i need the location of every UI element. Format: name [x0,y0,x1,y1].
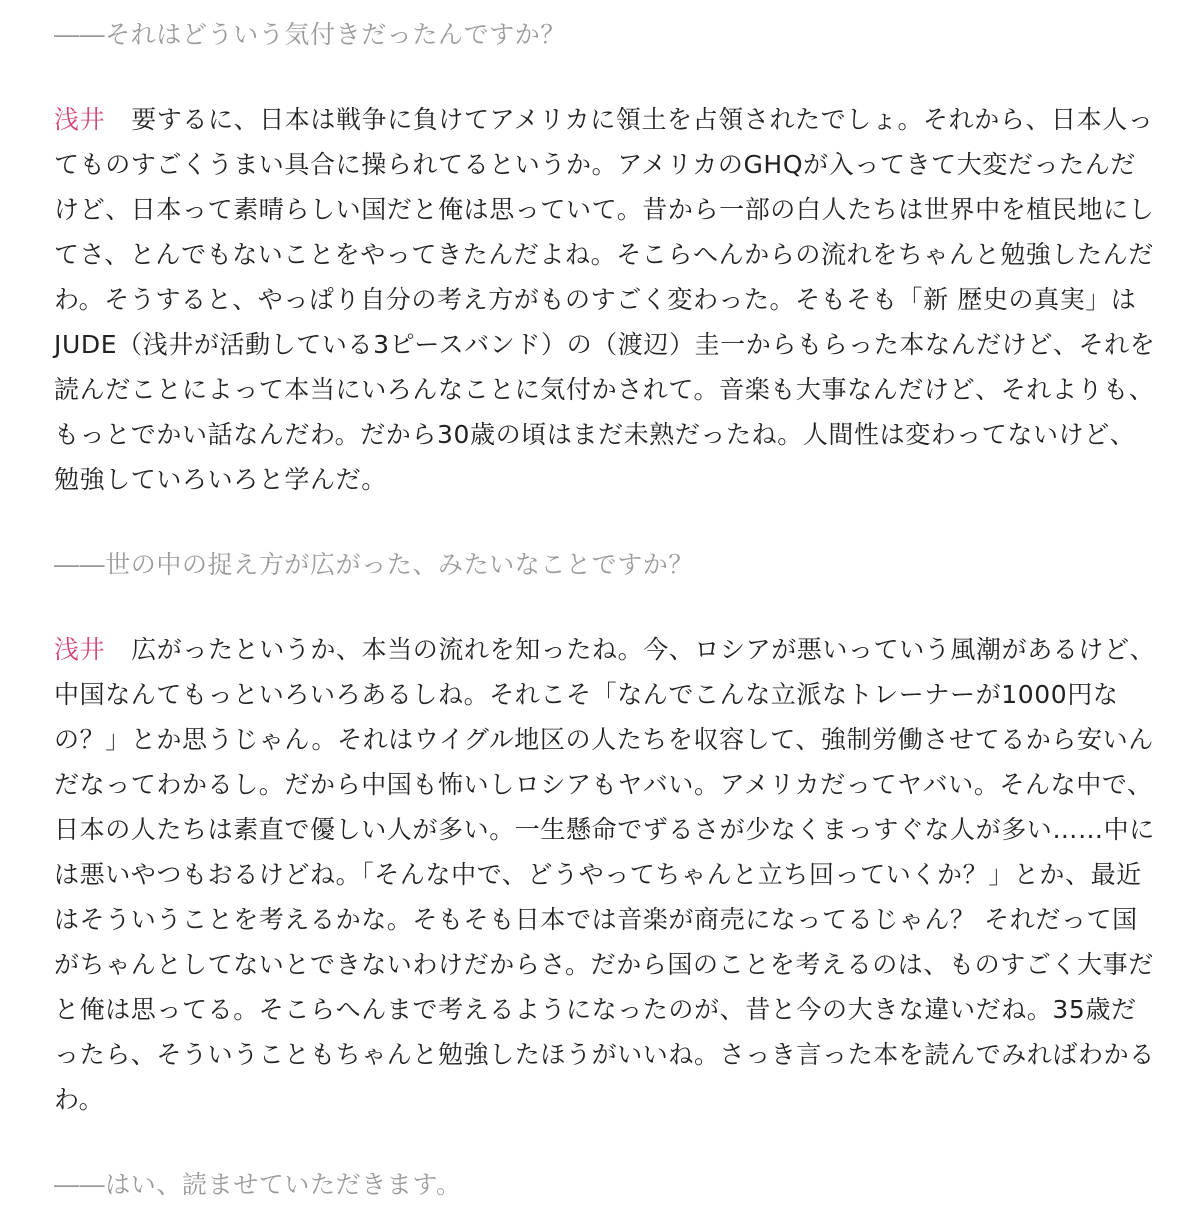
answer-paragraph-2 [54,627,1158,1122]
answer-paragraph-1 [54,97,1158,502]
interview-article [54,12,1158,1207]
speaker-name: 浅井 [54,635,106,664]
speaker-name: 浅井 [54,105,106,134]
answer-text-2: 広がったというか、本当の流れを知ったね。今、ロシアが悪いっていう風潮があるけど、中国なんてもっといろいろあるしね。それこそ「なんでこんな立派なトレーナーが1000円なの？」とか思うじゃん。それはウイグル地区の人たちを収容して、強制労働させてるから安いんだなってわかるし。だから中国も怖いしロシアもヤバい。アメリカだってヤバい。そんな中で、日本の人たちは素直で優しい人が多い。一生懸命でずるさが少なくまっすぐな人が多い……中には悪いやつもおるけどね。「そんな中で、どうやってちゃんと立ち回っていくか？」とか、最近はそういうことを考えるかな。そもそも日本では音楽が商売になってるじゃん？ それだって国がちゃんとしてないとできないわけだからさ。だから国のことを考えるのは、ものすごく大事だと俺は思ってる。そこらへんまで考えるようになったのが、昔と今の大きな違いだね。35歳だったら、そういうこともちゃんと勉強したほうがいいね。さっき言った本を読んでみればわかるわ。 [54,635,1156,1114]
interviewer-question-1: ――それはどういう気付きだったんですか？ [54,20,567,49]
interviewer-question-2: ――世の中の捉え方が広がった、みたいなことですか？ [54,550,695,579]
answer-text-1: 要するに、日本は戦争に負けてアメリカに領土を占領されたでしょ。それから、日本人ってものすごくうまい具合に操られてるというか。アメリカのGHQが入ってきて大変だったんだけど、日本って素晴らしい国だと俺は思っていて。昔から一部の白人たちは世界中を植民地にしてさ、とんでもないことをやってきたんだよね。そこらへんからの流れをちゃんと勉強したんだわ。そうすると、やっぱり自分の考え方がものすごく変わった。そもそも「新 歴史の真実」はJUDE（浅井が活動している3ピースバンド）の（渡辺）圭一からもらった本なんだけど、それを読んだことによって本当にいろんなことに気付かされて。音楽も大事なんだけど、それよりも、もっとでかい話なんだわ。だから30歳の頃はまだ未熟だったね。人間性は変わってないけど、勉強していろいろと学んだ。 [54,105,1156,494]
interviewer-question-3: ――はい、読ませていただきます。 [54,1170,462,1199]
